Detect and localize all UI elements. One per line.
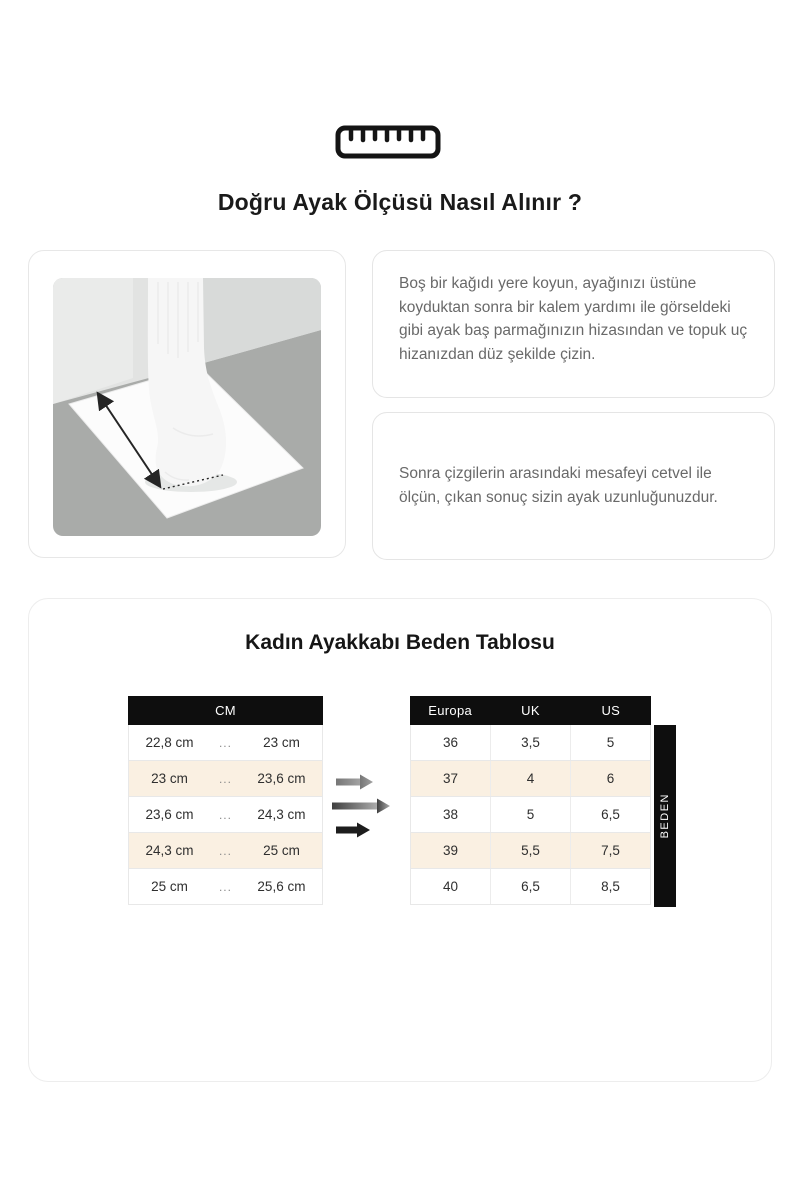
table-row bbox=[128, 797, 323, 833]
cm-from-value: 23 cm bbox=[151, 771, 188, 786]
cm-table bbox=[128, 696, 323, 905]
us-size-value: 7,5 bbox=[570, 833, 650, 868]
us-size-value: 5 bbox=[570, 725, 650, 760]
table-row bbox=[128, 725, 323, 761]
table-row bbox=[410, 833, 651, 869]
cm-table-header: CM bbox=[128, 696, 323, 725]
beden-side-tab bbox=[654, 725, 676, 907]
cm-from-value: 22,8 cm bbox=[145, 735, 194, 750]
arrow-right-icon bbox=[336, 823, 370, 838]
table-row bbox=[410, 869, 651, 905]
size-conversion-arrows-icon bbox=[332, 767, 398, 841]
us-size-value: 8,5 bbox=[570, 869, 650, 904]
uk-size-value: 4 bbox=[490, 761, 570, 796]
eu-size-value: 38 bbox=[442, 807, 459, 822]
cm-to-value: 24,3 cm bbox=[257, 807, 306, 822]
instruction-step-1-text: Boş bir kağıdı yere koyun, ayağınızı üstüne koyduktan sonra bir kalem yardımı ile görseldeki gibi ayak baş parmağınızın hizasından ve topuk uç hizanızdan düz şekilde çizin. bbox=[399, 275, 748, 363]
size-table-header-row bbox=[410, 696, 651, 725]
ruler-icon bbox=[335, 125, 441, 159]
beden-label: BEDEN bbox=[659, 793, 671, 839]
arrow-right-icon bbox=[336, 775, 373, 790]
size-chart-card bbox=[28, 598, 772, 1082]
table-row bbox=[128, 833, 323, 869]
cm-from-value: 23,6 cm bbox=[145, 807, 194, 822]
column-header-uk: UK bbox=[521, 703, 540, 718]
uk-size-value: 5,5 bbox=[490, 833, 570, 868]
foot-on-paper-photo bbox=[53, 278, 321, 536]
cm-to-value: 25 cm bbox=[263, 843, 300, 858]
table-row bbox=[410, 797, 651, 833]
size-conversion-table bbox=[410, 696, 651, 905]
size-chart-title: Kadın Ayakkabı Beden Tablosu bbox=[245, 631, 555, 654]
us-size-value: 6,5 bbox=[570, 797, 650, 832]
table-row bbox=[128, 869, 323, 905]
eu-size-value: 36 bbox=[442, 735, 459, 750]
cm-to-value: 25,6 cm bbox=[257, 879, 306, 894]
eu-size-value: 39 bbox=[442, 843, 459, 858]
column-header-us: US bbox=[601, 703, 621, 718]
arrow-right-icon bbox=[332, 799, 390, 814]
page-title: Doğru Ayak Ölçüsü Nasıl Alınır ? bbox=[217, 189, 583, 215]
range-dots: ... bbox=[218, 807, 232, 822]
uk-size-value: 3,5 bbox=[490, 725, 570, 760]
cm-from-value: 25 cm bbox=[151, 879, 188, 894]
eu-size-value: 37 bbox=[442, 771, 459, 786]
column-header-europa: Europa bbox=[428, 703, 473, 718]
range-dots: ... bbox=[218, 735, 232, 750]
table-row bbox=[128, 761, 323, 797]
us-size-value: 6 bbox=[570, 761, 650, 796]
table-row bbox=[410, 725, 651, 761]
table-row bbox=[410, 761, 651, 797]
cm-to-value: 23 cm bbox=[263, 735, 300, 750]
instruction-step-1-card bbox=[372, 250, 775, 398]
uk-size-value: 5 bbox=[490, 797, 570, 832]
range-dots: ... bbox=[218, 771, 232, 786]
range-dots: ... bbox=[218, 879, 232, 894]
instruction-step-2-text: Sonra çizgilerin arasındaki mesafeyi cetvel ile ölçün, çıkan sonuç sizin ayak uzunluğunuzdur. bbox=[399, 465, 718, 506]
cm-to-value: 23,6 cm bbox=[257, 771, 306, 786]
foot-photo-card bbox=[28, 250, 346, 558]
instruction-step-2-card bbox=[372, 412, 775, 560]
cm-from-value: 24,3 cm bbox=[145, 843, 194, 858]
range-dots: ... bbox=[218, 843, 232, 858]
eu-size-value: 40 bbox=[442, 879, 459, 894]
uk-size-value: 6,5 bbox=[490, 869, 570, 904]
